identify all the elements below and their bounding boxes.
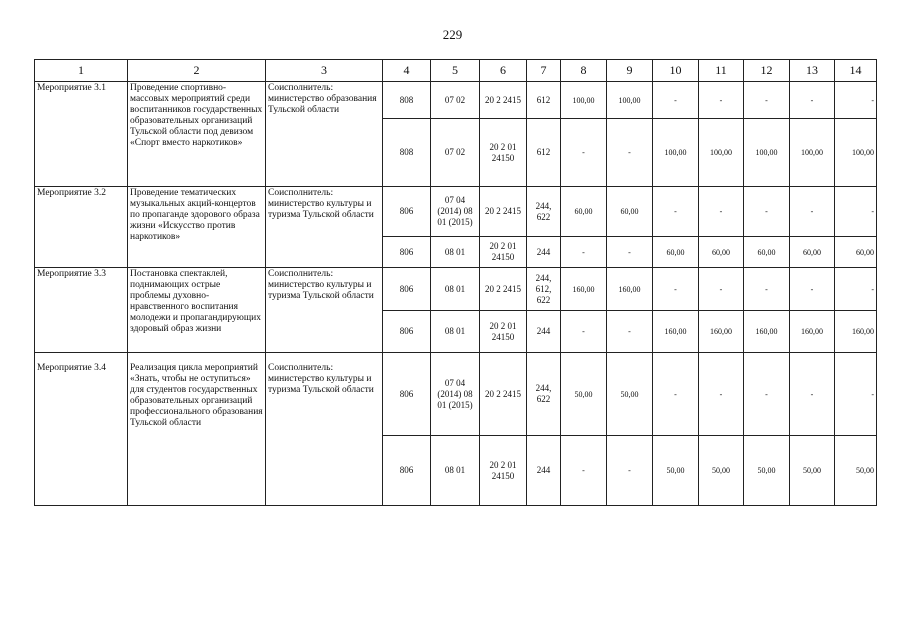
cell-c12: -: [744, 353, 790, 436]
cell-c13: 50,00: [790, 436, 835, 506]
cell-c6: 20 2 2415: [480, 187, 527, 237]
cell-c4: 806: [383, 237, 431, 268]
cell-c14: 60,00: [835, 237, 877, 268]
cell-c13: 60,00: [790, 237, 835, 268]
cell-c6: 20 2 01 24150: [480, 119, 527, 187]
cell-c8: -: [561, 436, 607, 506]
cell-c11: 50,00: [699, 436, 744, 506]
cell-c8: 160,00: [561, 268, 607, 311]
cell-c9: -: [607, 311, 653, 353]
header-cell-3: 3: [266, 60, 383, 82]
cell-c11: -: [699, 268, 744, 311]
cell-c7: 244: [527, 436, 561, 506]
header-cell-5: 5: [431, 60, 480, 82]
table-row: [35, 353, 877, 436]
cell-c10: -: [653, 353, 699, 436]
table-row: [35, 82, 877, 119]
cell-c11: 60,00: [699, 237, 744, 268]
cell-c10: -: [653, 82, 699, 119]
cell-c13: 160,00: [790, 311, 835, 353]
cell-c7: 244, 622: [527, 353, 561, 436]
cell-c10: -: [653, 268, 699, 311]
measure-executor: Соисполнитель: министерство культуры и туризма Тульской области: [266, 187, 383, 268]
cell-c6: 20 2 01 24150: [480, 436, 527, 506]
cell-c9: 60,00: [607, 187, 653, 237]
cell-c5: 08 01: [431, 268, 480, 311]
measure-name: Мероприятие 3.2: [35, 187, 128, 268]
cell-c14: 160,00: [835, 311, 877, 353]
header-cell-8: 8: [561, 60, 607, 82]
cell-c10: 50,00: [653, 436, 699, 506]
page-number: 229: [442, 27, 463, 42]
cell-c11: -: [699, 82, 744, 119]
cell-c11: 160,00: [699, 311, 744, 353]
cell-c4: 806: [383, 436, 431, 506]
cell-c7: 244: [527, 311, 561, 353]
cell-c14: -: [835, 82, 877, 119]
cell-c7: 244: [527, 237, 561, 268]
budget-table: [34, 59, 877, 506]
cell-c4: 808: [383, 82, 431, 119]
measure-executor: Соисполнитель: министерство образования Тульской области: [266, 82, 383, 187]
cell-c8: 50,00: [561, 353, 607, 436]
cell-c5: 08 01: [431, 237, 480, 268]
measure-name: Мероприятие 3.3: [35, 268, 128, 353]
cell-c9: -: [607, 436, 653, 506]
cell-c9: -: [607, 237, 653, 268]
measure-description: Проведение спортивно-массовых мероприятий среди воспитанников государственных образовательных организаций Тульской области под девизом «Спорт вместо наркотиков»: [128, 82, 266, 187]
header-cell-4: 4: [383, 60, 431, 82]
measure-name: Мероприятие 3.4: [35, 353, 128, 506]
table-row: [35, 187, 877, 237]
cell-c5: 07 02: [431, 119, 480, 187]
cell-c12: 160,00: [744, 311, 790, 353]
cell-c6: 20 2 01 24150: [480, 237, 527, 268]
table-row: [35, 268, 877, 311]
header-cell-12: 12: [744, 60, 790, 82]
cell-c13: -: [790, 82, 835, 119]
cell-c7: 244, 622: [527, 187, 561, 237]
measure-executor: Соисполнитель: министерство культуры и туризма Тульской области: [266, 353, 383, 506]
cell-c4: 806: [383, 187, 431, 237]
measure-description: Проведение тематических музыкальных акций-концертов по пропаганде здорового образа жизни «Искусство против наркотиков»: [128, 187, 266, 268]
cell-c5: 08 01: [431, 436, 480, 506]
cell-c13: 100,00: [790, 119, 835, 187]
cell-c4: 806: [383, 268, 431, 311]
measure-description: Постановка спектаклей, поднимающих острые проблемы духовно-нравственного воспитания молодежи и пропагандирующих здоровый образ жизни: [128, 268, 266, 353]
cell-c7: 612: [527, 119, 561, 187]
header-cell-11: 11: [699, 60, 744, 82]
cell-c13: -: [790, 187, 835, 237]
cell-c12: -: [744, 82, 790, 119]
cell-c7: 612: [527, 82, 561, 119]
cell-c8: -: [561, 311, 607, 353]
header-cell-2: 2: [128, 60, 266, 82]
cell-c7: 244, 612, 622: [527, 268, 561, 311]
header-cell-9: 9: [607, 60, 653, 82]
header-cell-7: 7: [527, 60, 561, 82]
cell-c14: 50,00: [835, 436, 877, 506]
cell-c9: 160,00: [607, 268, 653, 311]
cell-c12: 50,00: [744, 436, 790, 506]
cell-c5: 07 04 (2014) 08 01 (2015): [431, 187, 480, 237]
cell-c9: 100,00: [607, 82, 653, 119]
cell-c4: 806: [383, 353, 431, 436]
header-row: [35, 60, 877, 82]
cell-c6: 20 2 01 24150: [480, 311, 527, 353]
cell-c6: 20 2 2415: [480, 82, 527, 119]
cell-c10: 100,00: [653, 119, 699, 187]
cell-c5: 07 02: [431, 82, 480, 119]
header-cell-10: 10: [653, 60, 699, 82]
cell-c12: 60,00: [744, 237, 790, 268]
cell-c6: 20 2 2415: [480, 268, 527, 311]
cell-c10: 160,00: [653, 311, 699, 353]
cell-c4: 808: [383, 119, 431, 187]
cell-c10: 60,00: [653, 237, 699, 268]
cell-c8: -: [561, 237, 607, 268]
cell-c14: -: [835, 353, 877, 436]
cell-c12: 100,00: [744, 119, 790, 187]
cell-c11: 100,00: [699, 119, 744, 187]
cell-c5: 07 04 (2014) 08 01 (2015): [431, 353, 480, 436]
measure-description: Реализация цикла мероприятий «Знать, чтобы не оступиться» для студентов государственных образовательных организаций профессионального образования Тульской области: [128, 353, 266, 506]
cell-c14: 100,00: [835, 119, 877, 187]
header-cell-13: 13: [790, 60, 835, 82]
cell-c9: -: [607, 119, 653, 187]
cell-c14: -: [835, 268, 877, 311]
measure-executor: Соисполнитель: министерство культуры и туризма Тульской области: [266, 268, 383, 353]
header-cell-1: 1: [35, 60, 128, 82]
cell-c8: 60,00: [561, 187, 607, 237]
cell-c13: -: [790, 353, 835, 436]
cell-c13: -: [790, 268, 835, 311]
measure-name: Мероприятие 3.1: [35, 82, 128, 187]
header-cell-14: 14: [835, 60, 877, 82]
cell-c8: -: [561, 119, 607, 187]
cell-c11: -: [699, 353, 744, 436]
cell-c14: -: [835, 187, 877, 237]
cell-c5: 08 01: [431, 311, 480, 353]
cell-c11: -: [699, 187, 744, 237]
cell-c6: 20 2 2415: [480, 353, 527, 436]
cell-c12: -: [744, 187, 790, 237]
cell-c4: 806: [383, 311, 431, 353]
cell-c9: 50,00: [607, 353, 653, 436]
cell-c12: -: [744, 268, 790, 311]
cell-c10: -: [653, 187, 699, 237]
cell-c8: 100,00: [561, 82, 607, 119]
header-cell-6: 6: [480, 60, 527, 82]
